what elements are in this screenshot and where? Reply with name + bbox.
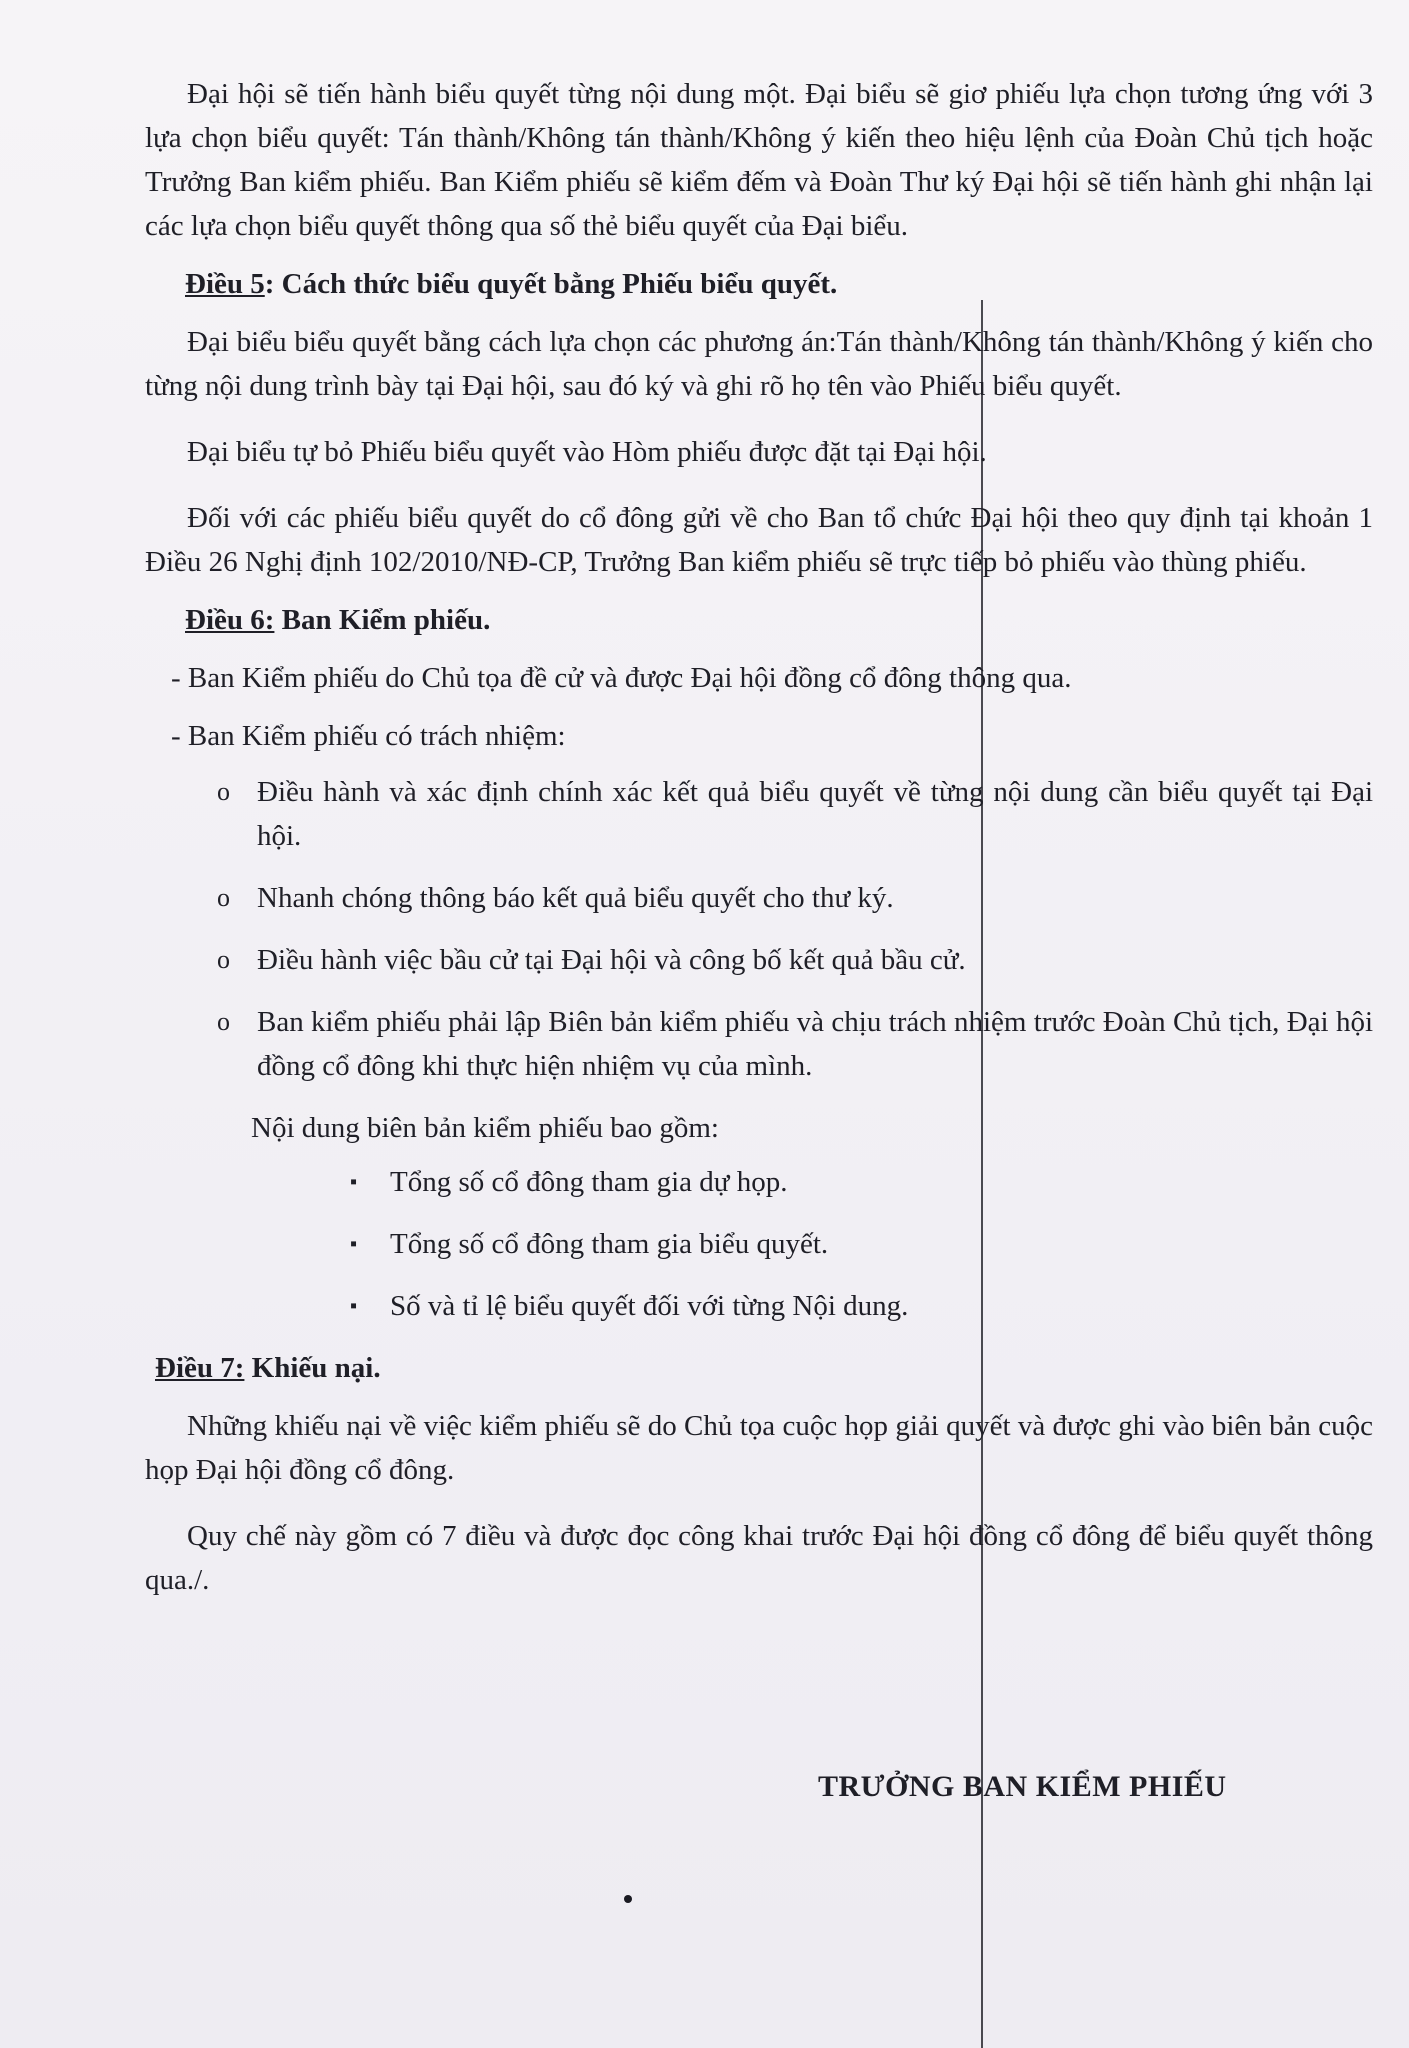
article-6-line: - Ban Kiểm phiếu do Chủ tọa đề cử và được Đại hội đồng cổ đông thông qua. [171, 662, 1072, 694]
duty-text: Điều hành và xác định chính xác kết quả biểu quyết về từng nội dung cần biểu quyết tại Đại hội. [257, 776, 1373, 852]
article-5-heading [185, 262, 1373, 306]
circle-bullet-icon: o [217, 945, 230, 974]
minutes-item-text: Tổng số cổ đông tham gia biểu quyết. [390, 1228, 829, 1260]
article-6-heading [185, 598, 1373, 642]
document-body [145, 72, 1373, 1602]
list-item [145, 1222, 1373, 1266]
list-item [145, 1000, 1373, 1088]
list-item [145, 1284, 1373, 1328]
signature-title: TRƯỞNG BAN KIỂM PHIẾU [818, 1770, 1227, 1803]
square-bullet-icon: ▪ [350, 1295, 358, 1317]
article-6-number: Điều 6: [185, 604, 275, 636]
minutes-item-text: Số và tỉ lệ biểu quyết đối với từng Nội dung. [390, 1290, 909, 1322]
article-6-title: Ban Kiểm phiếu. [274, 604, 491, 636]
voting-card-paragraph: Đại hội sẽ tiến hành biểu quyết từng nội dung một. Đại biểu sẽ giơ phiếu lựa chọn tương ứng với 3 lựa chọn biểu quyết: Tán thành/Không tán thành/Không ý kiến theo hiệu lệnh của Đoàn Chủ tịch hoặc Trưởng Ban kiểm phiếu. Ban Kiểm phiếu sẽ kiểm đếm và Đoàn Thư ký Đại hội sẽ tiến hành ghi nhận lại các lựa chọn biểu quyết thông qua số thẻ biểu quyết của Đại biểu. [145, 78, 1373, 242]
article-5-paragraph: Đại biểu biểu quyết bằng cách lựa chọn các phương án:Tán thành/Không tán thành/Không ý kiến cho từng nội dung trình bày tại Đại hội, sau đó ký và ghi rõ họ tên vào Phiếu biểu quyết. [145, 326, 1373, 402]
duty-text: Nhanh chóng thông báo kết quả biểu quyết cho thư ký. [257, 882, 894, 914]
article-5-title: : Cách thức biểu quyết bằng Phiếu biểu quyết. [264, 268, 838, 300]
square-bullet-icon: ▪ [350, 1171, 358, 1193]
article-5-paragraph: Đại biểu tự bỏ Phiếu biểu quyết vào Hòm phiếu được đặt tại Đại hội. [187, 436, 987, 468]
list-item [145, 770, 1373, 858]
duty-text: Điều hành việc bầu cử tại Đại hội và công bố kết quả bầu cử. [257, 944, 966, 976]
circle-bullet-icon: o [217, 883, 230, 912]
minutes-intro: Nội dung biên bản kiểm phiếu bao gồm: [251, 1112, 719, 1144]
duties-list [145, 770, 1373, 1088]
list-item [145, 1160, 1373, 1204]
article-5-paragraph: Đối với các phiếu biểu quyết do cổ đông gửi về cho Ban tổ chức Đại hội theo quy định tại khoản 1 Điều 26 Nghị định 102/2010/NĐ-CP, Trưởng Ban kiểm phiếu sẽ trực tiếp bỏ phiếu vào thùng phiếu. [145, 502, 1373, 578]
circle-bullet-icon: o [217, 1007, 230, 1036]
list-item [145, 938, 1373, 982]
article-7-heading [155, 1346, 1373, 1390]
square-bullet-icon: ▪ [350, 1233, 358, 1255]
ink-dot [624, 1895, 632, 1903]
article-7-number: Điều 7: [155, 1352, 245, 1384]
article-7-paragraph: Quy chế này gồm có 7 điều và được đọc công khai trước Đại hội đồng cổ đông để biểu quyết thông qua./. [145, 1520, 1373, 1596]
circle-bullet-icon: o [217, 777, 230, 806]
article-6-line: - Ban Kiểm phiếu có trách nhiệm: [171, 720, 566, 752]
article-7-title: Khiếu nại. [244, 1352, 381, 1384]
list-item [145, 876, 1373, 920]
minutes-items-list [145, 1160, 1373, 1328]
duty-text: Ban kiểm phiếu phải lập Biên bản kiểm phiếu và chịu trách nhiệm trước Đoàn Chủ tịch, Đại hội đồng cổ đông khi thực hiện nhiệm vụ của mình. [257, 1006, 1373, 1082]
article-5-number: Điều 5 [185, 268, 265, 300]
minutes-item-text: Tổng số cổ đông tham gia dự họp. [390, 1166, 788, 1198]
article-7-paragraph: Những khiếu nại về việc kiểm phiếu sẽ do Chủ tọa cuộc họp giải quyết và được ghi vào biên bản cuộc họp Đại hội đồng cổ đông. [145, 1410, 1373, 1486]
